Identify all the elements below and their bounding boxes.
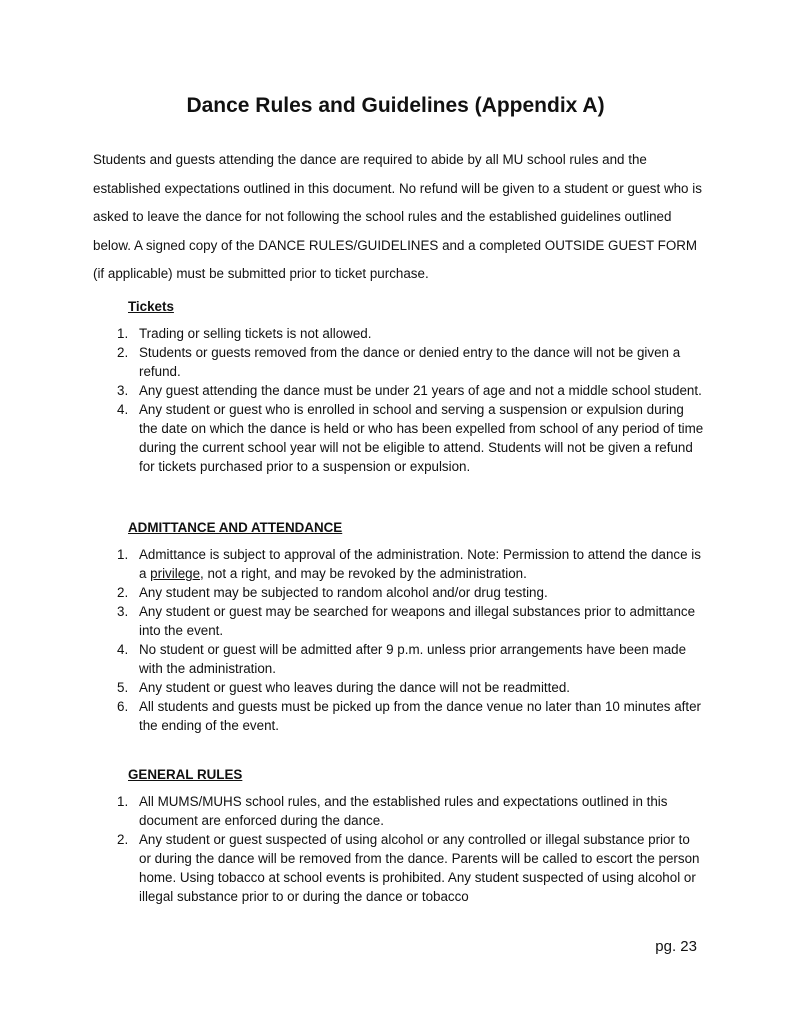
- item-text: No student or guest will be admitted after 9 p.m. unless prior arrangements have been made with the administration.: [139, 642, 687, 676]
- item-number: 2.: [117, 345, 129, 360]
- list-item: [93, 381, 705, 400]
- list-item: [93, 324, 705, 343]
- item-number: 6.: [117, 699, 129, 714]
- list-item: [93, 400, 705, 476]
- tickets-list: [93, 324, 705, 476]
- section-heading-admittance: ADMITTANCE AND ATTENDANCE: [128, 520, 343, 535]
- item-text: Any guest attending the dance must be under 21 years of age and not a middle school student.: [139, 383, 702, 398]
- list-item: [93, 697, 705, 735]
- item-number: 3.: [117, 383, 129, 398]
- admittance-list: [93, 545, 705, 735]
- item-text-underlined: privilege: [150, 566, 201, 581]
- page-number: pg. 23: [655, 938, 697, 955]
- item-number: 3.: [117, 604, 129, 619]
- item-number: 4.: [117, 642, 129, 657]
- item-text: Any student or guest who leaves during the dance will not be readmitted.: [139, 680, 570, 695]
- page-title: Dance Rules and Guidelines (Appendix A): [186, 94, 605, 117]
- general-rules-list: [93, 792, 705, 906]
- item-number: 1.: [117, 326, 129, 341]
- list-item: [93, 343, 705, 381]
- item-text: All students and guests must be picked up from the dance venue no later than 10 minutes after the ending of the event.: [139, 699, 702, 733]
- item-number: 1.: [117, 794, 129, 809]
- item-number: 5.: [117, 680, 129, 695]
- list-item: [93, 602, 705, 640]
- item-number: 1.: [117, 547, 129, 562]
- item-text: Any student or guest may be searched for weapons and illegal substances prior to admittance into the event.: [139, 604, 696, 638]
- item-text: Students or guests removed from the dance or denied entry to the dance will not be given a refund.: [139, 345, 681, 379]
- item-number: 2.: [117, 832, 129, 847]
- item-text: Admittance is subject to approval of the administration. Note: Permission to attend the dance is a: [139, 547, 701, 581]
- section-heading-general-rules: GENERAL RULES: [128, 767, 243, 782]
- item-text: Any student may be subjected to random alcohol and/or drug testing.: [139, 585, 548, 600]
- item-text: Any student or guest who is enrolled in school and serving a suspension or expulsion during the date on which the dance is held or who has been expelled from school of any period of time during the current school year will not be eligible to attend. Students will not be given a refund for tickets purchased prior to a suspension or expulsion.: [139, 402, 704, 474]
- list-item: [93, 583, 705, 602]
- item-text: , not a right, and may be revoked by the administration.: [200, 566, 527, 581]
- list-item: [93, 830, 705, 906]
- section-heading-tickets: Tickets: [128, 299, 174, 314]
- item-number: 2.: [117, 585, 129, 600]
- item-text: All MUMS/MUHS school rules, and the established rules and expectations outlined in this document are enforced during the dance.: [139, 794, 668, 828]
- list-item: [93, 545, 705, 583]
- item-number: 4.: [117, 402, 129, 417]
- intro-paragraph: Students and guests attending the dance are required to abide by all MU school rules and the established expectations outlined in this document. No refund will be given to a student or guest who is asked to leave the dance for not following the school rules and the established guidelines outlined below. A signed copy of the DANCE RULES/GUIDELINES and a completed OUTSIDE GUEST FORM (if applicable) must be submitted prior to ticket purchase.: [93, 152, 702, 282]
- list-item: [93, 792, 705, 830]
- list-item: [93, 678, 705, 697]
- item-text: Trading or selling tickets is not allowed.: [139, 326, 372, 341]
- item-text: Any student or guest suspected of using alcohol or any controlled or illegal substance prior to or during the dance will be removed from the dance. Parents will be called to escort the person home. Using tobacco at school events is prohibited. Any student suspected of using alcohol or illegal substance prior to or during the dance or tobacco: [139, 832, 700, 904]
- list-item: [93, 640, 705, 678]
